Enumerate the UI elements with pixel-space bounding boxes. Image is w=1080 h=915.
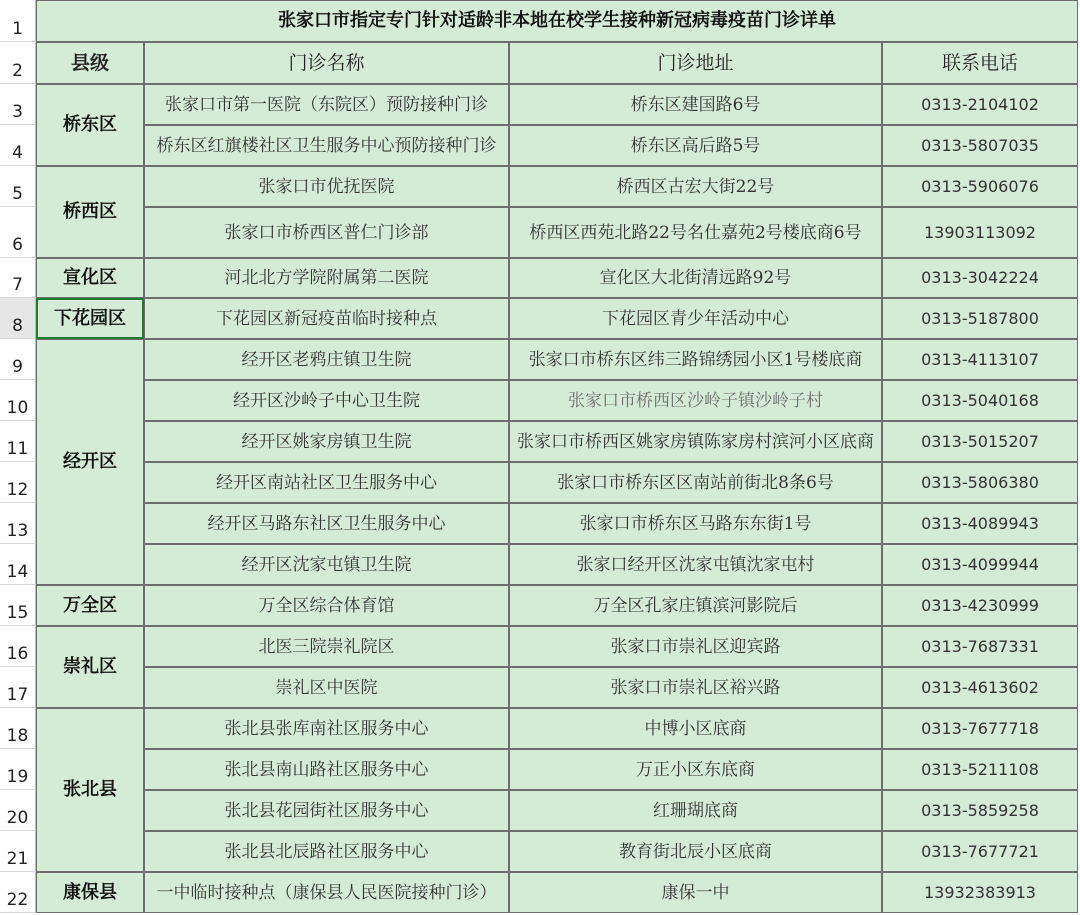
clinic-address-cell[interactable]: 张家口经开区沈家屯镇沈家屯村	[509, 544, 882, 585]
row-number[interactable]: 19	[0, 749, 36, 790]
clinic-address-cell[interactable]: 张家口市桥东区区南站前街北8条6号	[509, 462, 882, 503]
county-cell[interactable]: 经开区	[36, 339, 144, 585]
row-number[interactable]: 12	[0, 462, 36, 503]
county-cell[interactable]: 桥东区	[36, 84, 144, 166]
clinic-name-cell[interactable]: 张北县北辰路社区服务中心	[144, 831, 509, 872]
clinic-address-cell[interactable]: 张家口市桥西区姚家房镇陈家房村滨河小区底商	[509, 421, 882, 462]
clinic-address-cell[interactable]: 张家口市桥东区马路东东街1号	[509, 503, 882, 544]
clinic-name-cell[interactable]: 万全区综合体育馆	[144, 585, 509, 626]
row-number[interactable]: 11	[0, 421, 36, 462]
clinic-name-cell[interactable]: 经开区南站社区卫生服务中心	[144, 462, 509, 503]
clinic-address-cell[interactable]: 中博小区底商	[509, 708, 882, 749]
row-number[interactable]: 9	[0, 339, 36, 380]
phone-cell[interactable]: 0313-4099944	[882, 544, 1078, 585]
phone-cell[interactable]: 0313-3042224	[882, 258, 1078, 298]
clinic-address-cell[interactable]: 万全区孔家庄镇滨河影院后	[509, 585, 882, 626]
phone-cell[interactable]: 0313-5211108	[882, 749, 1078, 790]
clinic-address-cell[interactable]: 下花园区青少年活动中心	[509, 298, 882, 339]
phone-cell[interactable]: 0313-5859258	[882, 790, 1078, 831]
row-number[interactable]: 16	[0, 626, 36, 667]
clinic-address-cell[interactable]: 万正小区东底商	[509, 749, 882, 790]
row-number[interactable]: 8	[0, 298, 36, 339]
clinic-name-cell[interactable]: 经开区沙岭子中心卫生院	[144, 380, 509, 421]
phone-cell[interactable]: 0313-7687331	[882, 626, 1078, 667]
row-number[interactable]: 22	[0, 872, 36, 913]
row-number[interactable]: 2	[0, 42, 36, 84]
clinic-address-cell[interactable]: 张家口市桥西区沙岭子镇沙岭子村	[509, 380, 882, 421]
clinic-name-cell[interactable]: 张家口市桥西区普仁门诊部	[144, 207, 509, 258]
clinic-name-cell[interactable]: 张北县南山路社区服务中心	[144, 749, 509, 790]
clinic-address-cell[interactable]: 张家口市桥东区纬三路锦绣园小区1号楼底商	[509, 339, 882, 380]
phone-cell[interactable]: 13903113092	[882, 207, 1078, 258]
phone-cell[interactable]: 13932383913	[882, 872, 1078, 913]
clinic-address-cell[interactable]: 宣化区大北街清远路92号	[509, 258, 882, 298]
row-number[interactable]: 15	[0, 585, 36, 626]
clinic-name-cell[interactable]: 经开区马路东社区卫生服务中心	[144, 503, 509, 544]
phone-cell[interactable]: 0313-4230999	[882, 585, 1078, 626]
row-number[interactable]: 18	[0, 708, 36, 749]
county-cell[interactable]: 万全区	[36, 585, 144, 626]
row-number[interactable]: 3	[0, 84, 36, 125]
phone-cell[interactable]: 0313-4089943	[882, 503, 1078, 544]
row-number[interactable]: 17	[0, 667, 36, 708]
header-phone[interactable]: 联系电话	[882, 42, 1078, 84]
phone-cell[interactable]: 0313-7677718	[882, 708, 1078, 749]
clinic-address-cell[interactable]: 张家口市崇礼区迎宾路	[509, 626, 882, 667]
clinic-name-cell[interactable]: 下花园区新冠疫苗临时接种点	[144, 298, 509, 339]
row-number[interactable]: 14	[0, 544, 36, 585]
clinic-address-cell[interactable]: 桥东区高后路5号	[509, 125, 882, 166]
phone-cell[interactable]: 0313-5807035	[882, 125, 1078, 166]
clinic-address-cell[interactable]: 张家口市崇礼区裕兴路	[509, 667, 882, 708]
clinic-address-cell[interactable]: 桥西区西苑北路22号名仕嘉苑2号楼底商6号	[509, 207, 882, 258]
phone-cell[interactable]: 0313-5040168	[882, 380, 1078, 421]
phone-cell[interactable]: 0313-5806380	[882, 462, 1078, 503]
row-number[interactable]: 1	[0, 0, 36, 42]
clinic-name-cell[interactable]: 经开区姚家房镇卫生院	[144, 421, 509, 462]
clinic-address-cell[interactable]: 桥东区建国路6号	[509, 84, 882, 125]
row-number[interactable]: 21	[0, 831, 36, 872]
row-number[interactable]: 6	[0, 207, 36, 258]
row-number[interactable]: 20	[0, 790, 36, 831]
clinic-name-cell[interactable]: 北医三院崇礼院区	[144, 626, 509, 667]
clinic-address-cell[interactable]: 桥西区古宏大街22号	[509, 166, 882, 207]
row-number[interactable]: 7	[0, 258, 36, 298]
row-number[interactable]: 13	[0, 503, 36, 544]
county-cell[interactable]: 崇礼区	[36, 626, 144, 708]
phone-cell[interactable]: 0313-4613602	[882, 667, 1078, 708]
header-clinic[interactable]: 门诊名称	[144, 42, 509, 84]
clinic-name-cell[interactable]: 桥东区红旗楼社区卫生服务中心预防接种门诊	[144, 125, 509, 166]
county-cell[interactable]: 桥西区	[36, 166, 144, 258]
clinic-name-cell[interactable]: 经开区老鸦庄镇卫生院	[144, 339, 509, 380]
header-county[interactable]: 县级	[36, 42, 144, 84]
clinic-name-cell[interactable]: 一中临时接种点（康保县人民医院接种门诊）	[144, 872, 509, 913]
row-number[interactable]: 10	[0, 380, 36, 421]
county-cell[interactable]: 张北县	[36, 708, 144, 872]
clinic-address-cell[interactable]: 教育街北辰小区底商	[509, 831, 882, 872]
row-number[interactable]: 4	[0, 125, 36, 166]
county-cell[interactable]: 康保县	[36, 872, 144, 913]
phone-cell[interactable]: 0313-2104102	[882, 84, 1078, 125]
county-cell[interactable]: 宣化区	[36, 258, 144, 298]
clinic-address-cell[interactable]: 康保一中	[509, 872, 882, 913]
clinic-name-cell[interactable]: 崇礼区中医院	[144, 667, 509, 708]
row-number[interactable]: 5	[0, 166, 36, 207]
county-cell[interactable]: 下花园区	[36, 298, 144, 339]
clinic-name-cell[interactable]: 张家口市优抚医院	[144, 166, 509, 207]
clinic-name-cell[interactable]: 张北县张库南社区服务中心	[144, 708, 509, 749]
phone-cell[interactable]: 0313-5906076	[882, 166, 1078, 207]
clinic-name-cell[interactable]: 经开区沈家屯镇卫生院	[144, 544, 509, 585]
sheet-title[interactable]: 张家口市指定专门针对适龄非本地在校学生接种新冠病毒疫苗门诊详单	[36, 0, 1078, 42]
clinic-name-cell[interactable]: 张北县花园街社区服务中心	[144, 790, 509, 831]
phone-cell[interactable]: 0313-4113107	[882, 339, 1078, 380]
clinic-name-cell[interactable]: 河北北方学院附属第二医院	[144, 258, 509, 298]
clinic-name-cell[interactable]: 张家口市第一医院（东院区）预防接种门诊	[144, 84, 509, 125]
header-address[interactable]: 门诊地址	[509, 42, 882, 84]
phone-cell[interactable]: 0313-7677721	[882, 831, 1078, 872]
phone-cell[interactable]: 0313-5187800	[882, 298, 1078, 339]
phone-cell[interactable]: 0313-5015207	[882, 421, 1078, 462]
clinic-address-cell[interactable]: 红珊瑚底商	[509, 790, 882, 831]
